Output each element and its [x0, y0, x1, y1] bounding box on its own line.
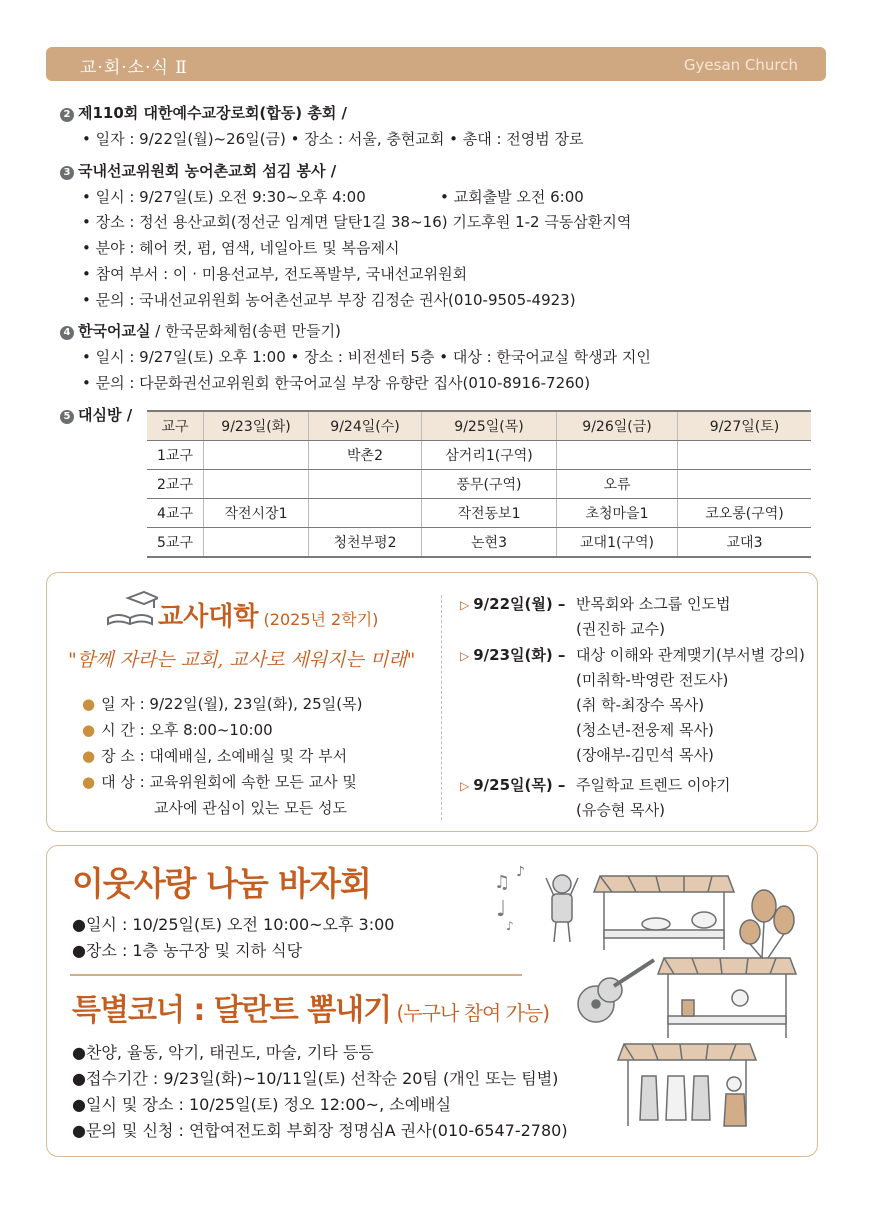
- svg-text:♫: ♫: [494, 872, 511, 893]
- table-cell: 교대3: [678, 528, 812, 558]
- stall-top-icon: [594, 876, 734, 950]
- guitar-icon: [578, 960, 654, 1022]
- triangle-icon: ▷: [460, 649, 470, 663]
- special-items: ●찬양, 율동, 악기, 태권도, 마술, 기타 등등: [72, 1043, 374, 1062]
- table-cell: [204, 470, 309, 499]
- table-cell: [309, 499, 422, 528]
- church-name: Gyesan Church: [683, 56, 798, 74]
- table-header-row: [147, 411, 811, 441]
- number-badge: 2: [60, 108, 74, 122]
- section-title: 교·회·소·식 Ⅱ: [80, 58, 188, 78]
- schedule-line: 주일학교 트렌드 이야기: [576, 776, 731, 794]
- section-header-bar: [46, 47, 826, 81]
- item-text: 시 간 : 오후 8:00~10:00: [101, 721, 273, 739]
- triangle-icon: ▷: [460, 598, 470, 612]
- table-cell: [309, 470, 422, 499]
- section-heading: 국내선교위원회 농어촌교회 섬김 봉사 /: [78, 162, 337, 180]
- book-graduation-cap-icon: [104, 584, 158, 628]
- schedule-day1: [460, 593, 565, 614]
- section-heading: 제110회 대한예수교장로회(합동) 총회 /: [78, 104, 348, 122]
- table-cell: 5교구: [147, 528, 204, 558]
- schedule-day2: [460, 644, 565, 665]
- visitation-table: [147, 410, 811, 558]
- section-subheading: / 한국문화체험(송편 만들기): [150, 322, 341, 340]
- teacher-target-cont: 교사에 관심이 있는 모든 성도: [154, 799, 347, 817]
- table-cell: 작전동보1: [422, 499, 557, 528]
- table-cell: 박촌2: [309, 441, 422, 470]
- person-icon: [546, 875, 578, 942]
- schedule-line: (미취학-박영란 전도사): [576, 671, 729, 689]
- table-cell: 논현3: [422, 528, 557, 558]
- column-header: 교구: [147, 411, 204, 441]
- section-korean-class: [60, 320, 341, 341]
- title-text: 교사대학: [158, 602, 259, 632]
- teacher-place: ● 장 소 : 대예배실, 소예배실 및 각 부서: [82, 747, 348, 765]
- schedule-day3: [460, 774, 565, 795]
- number-badge: 5: [60, 410, 74, 424]
- teacher-date: ● 일 자 : 9/22일(월), 23일(화), 25일(목): [82, 695, 363, 713]
- triangle-icon: ▷: [460, 779, 470, 793]
- table-row: [147, 441, 811, 470]
- teacher-college-title: [158, 596, 378, 633]
- bazaar-title: 이웃사랑 나눔 바자회: [72, 864, 371, 903]
- column-header: 9/26일(금): [557, 411, 678, 441]
- table-cell: 작전시장1: [204, 499, 309, 528]
- table-row: [147, 528, 811, 558]
- section-general-assembly: [60, 102, 347, 123]
- svg-text:♪: ♪: [506, 919, 514, 933]
- table-cell: 교대1(구역): [557, 528, 678, 558]
- teacher-time: ● 시 간 : 오후 8:00~10:00: [82, 721, 273, 739]
- subtitle-text: (누구나 참여 가능): [391, 1001, 550, 1025]
- item-text: 일 자 : 9/22일(월), 23일(화), 25일(목): [101, 695, 363, 713]
- section-visitation: [60, 404, 132, 425]
- column-header: 9/25일(목): [422, 411, 557, 441]
- term-text: (2025년 2학기): [258, 610, 379, 629]
- korean-class-details: • 일시 : 9/27일(토) 오후 1:00 • 장소 : 비전센터 5층 • 대상 : 한국어교실 학생과 지인: [82, 348, 651, 366]
- column-header: 9/27일(토): [678, 411, 812, 441]
- table-row: [147, 470, 811, 499]
- item-text: 대 상 : 교육위원회에 속한 모든 교사 및: [101, 773, 357, 791]
- stall-bottom-icon: [618, 1044, 756, 1126]
- stall-middle-icon: [658, 958, 796, 1038]
- schedule-date: 9/22일(월) –: [473, 595, 566, 613]
- schedule-line: (유승현 목사): [576, 801, 665, 819]
- section-heading: 한국어교실: [78, 322, 151, 340]
- number-badge: 4: [60, 326, 74, 340]
- table-cell: [204, 441, 309, 470]
- rural-service-time: • 일시 : 9/27일(토) 오전 9:30~오후 4:00: [82, 188, 366, 206]
- table-cell: [204, 528, 309, 558]
- teacher-college-slogan: "함께 자라는 교회, 교사로 세워지는 미래": [68, 649, 416, 671]
- rural-service-departure: • 교회출발 오전 6:00: [440, 188, 584, 206]
- table-cell: 2교구: [147, 470, 204, 499]
- bazaar-time: ●일시 : 10/25일(토) 오전 10:00~오후 3:00: [72, 915, 395, 934]
- teacher-target: ● 대 상 : 교육위원회에 속한 모든 교사 및: [82, 773, 357, 791]
- schedule-line: (권진하 교수): [576, 620, 665, 638]
- table-row: [147, 499, 811, 528]
- section-heading: 대심방 /: [78, 406, 133, 424]
- table-cell: 풍무(구역): [422, 470, 557, 499]
- item-text: 장 소 : 대예배실, 소예배실 및 각 부서: [101, 747, 348, 765]
- divider: [441, 595, 443, 820]
- assembly-details: • 일자 : 9/22일(월)~26일(금) • 장소 : 서울, 충현교회 • 총대 : 전영범 장로: [82, 130, 584, 148]
- divider: [70, 974, 522, 976]
- section-rural-service: [60, 160, 336, 181]
- balloon-icon: [740, 890, 794, 958]
- rural-service-departments: • 참여 부서 : 이 · 미용선교부, 전도폭발부, 국내선교위원회: [82, 265, 468, 283]
- rural-service-contact: • 문의 : 국내선교위원회 농어촌선교부 부장 김정순 권사(010-9505-4923): [82, 291, 576, 309]
- schedule-line: (취 학-최장수 목사): [576, 696, 705, 714]
- svg-text:♪: ♪: [516, 864, 525, 880]
- schedule-date: 9/25일(목) –: [473, 776, 566, 794]
- table-cell: 코오롱(구역): [678, 499, 812, 528]
- number-badge: 3: [60, 166, 74, 180]
- schedule-line: 반목회와 소그룹 인도법: [576, 595, 731, 613]
- special-registration: ●접수기간 : 9/23일(화)~10/11일(토) 선착순 20팀 (개인 또는 팀별): [72, 1069, 559, 1088]
- column-header: 9/23일(화): [204, 411, 309, 441]
- svg-text:♩: ♩: [496, 897, 507, 922]
- rural-service-field: • 분야 : 헤어 컷, 펌, 염색, 네일아트 및 복음제시: [82, 239, 400, 257]
- table-cell: [678, 441, 812, 470]
- special-time-place: ●일시 및 장소 : 10/25일(토) 정오 12:00~, 소예배실: [72, 1095, 452, 1114]
- schedule-line: (청소년-전웅제 목사): [576, 721, 714, 739]
- rural-service-place: • 장소 : 정선 용산교회(정선군 임계면 달탄1길 38~16) 기도후원 1-2 극동삼환지역: [82, 213, 632, 231]
- table-cell: [557, 441, 678, 470]
- table-cell: 삼거리1(구역): [422, 441, 557, 470]
- table-cell: 4교구: [147, 499, 204, 528]
- table-cell: 1교구: [147, 441, 204, 470]
- korean-class-contact: • 문의 : 다문화권선교위원회 한국어교실 부장 유향란 집사(010-8916-7260): [82, 374, 591, 392]
- title-text: 특별코너 : 달란트 뽐내기: [72, 993, 392, 1028]
- table-cell: [678, 470, 812, 499]
- special-corner-title: [72, 985, 549, 1029]
- music-notes-icon: [494, 864, 525, 933]
- column-header: 9/24일(수): [309, 411, 422, 441]
- table-cell: 오류: [557, 470, 678, 499]
- table-cell: 청천부평2: [309, 528, 422, 558]
- schedule-date: 9/23일(화) –: [473, 646, 566, 664]
- schedule-line: (장애부-김민석 목사): [576, 746, 714, 764]
- special-contact: ●문의 및 신청 : 연합여전도회 부회장 정명심A 권사(010-6547-2780): [72, 1121, 568, 1140]
- bazaar-illustration: [488, 858, 806, 1140]
- table-cell: 초청마을1: [557, 499, 678, 528]
- bazaar-place: ●장소 : 1층 농구장 및 지하 식당: [72, 941, 303, 960]
- schedule-line: 대상 이해와 관계맺기(부서별 강의): [576, 646, 805, 664]
